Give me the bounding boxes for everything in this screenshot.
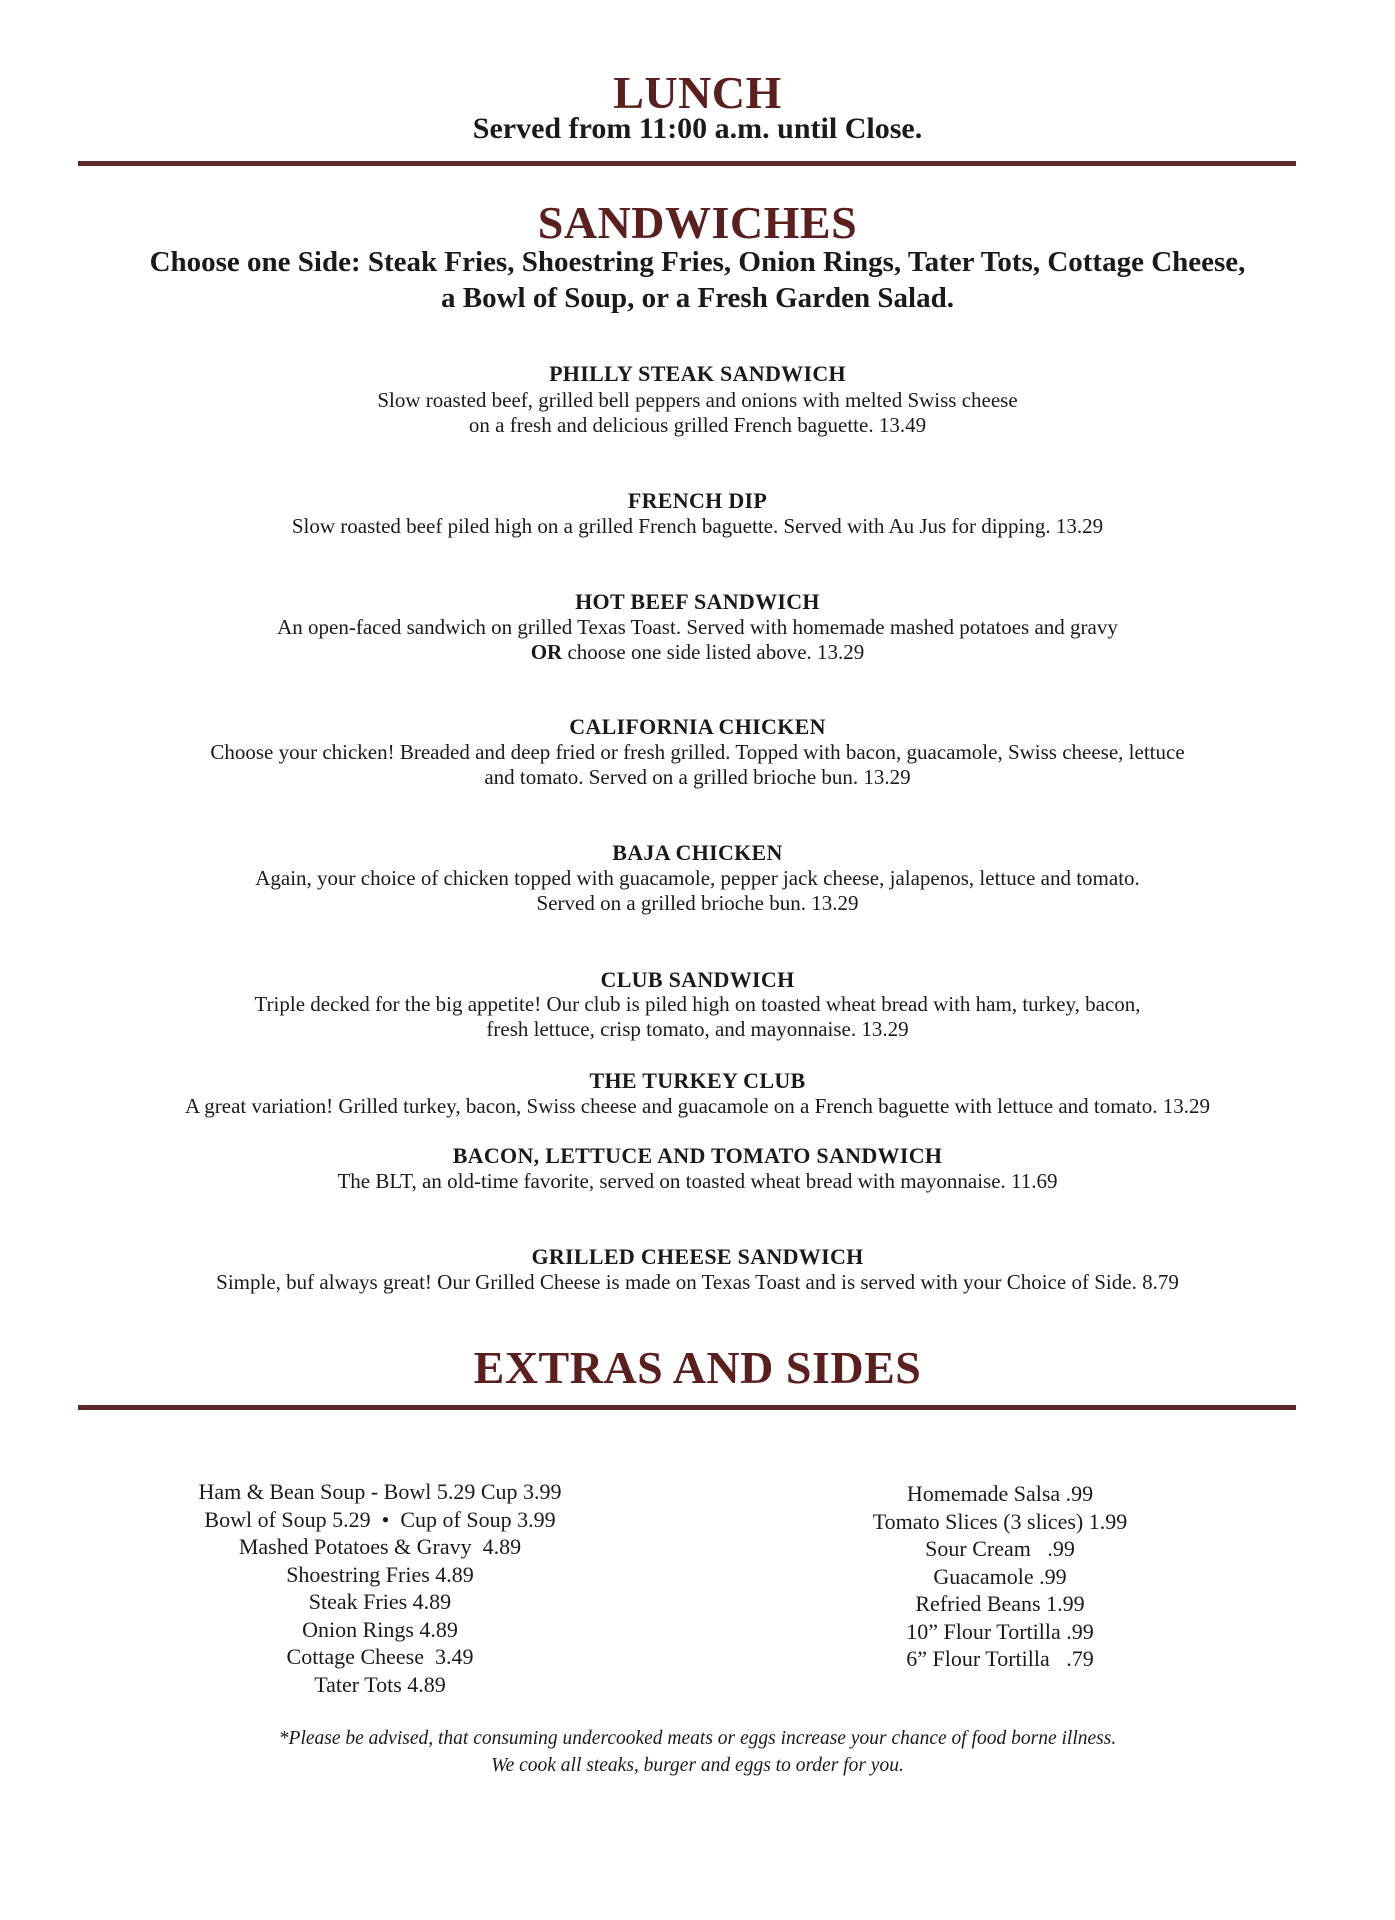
- side-choice-line2: a Bowl of Soup, or a Fresh Garden Salad.: [441, 282, 954, 314]
- menu-item-description: Served on a grilled brioche bun. 13.29: [536, 891, 859, 915]
- header-divider: [78, 161, 1296, 166]
- extras-left-column: [130, 1478, 630, 1698]
- menu-item-description: Choose your chicken! Breaded and deep fried or fresh grilled. Topped with bacon, guacamole, Swiss cheese, lettuce: [210, 740, 1185, 764]
- list-item: Bowl of Soup 5.29 • Cup of Soup 3.99: [204, 1506, 556, 1532]
- menu-item-description: Again, your choice of chicken topped with guacamole, pepper jack cheese, jalapenos, lettuce and tomato.: [255, 866, 1140, 890]
- list-item: Sour Cream .99: [925, 1536, 1075, 1561]
- list-item: 10” Flour Tortilla .99: [906, 1618, 1094, 1644]
- section-title-sandwiches: SANDWICHES: [537, 197, 858, 248]
- menu-item-name: CLUB SANDWICH: [600, 967, 795, 992]
- page-title: LUNCH: [613, 67, 782, 118]
- menu-item-name: PHILLY STEAK SANDWICH: [549, 361, 846, 386]
- list-item: Mashed Potatoes & Gravy 4.89: [238, 1534, 522, 1559]
- list-item: Tater Tots 4.89: [314, 1671, 446, 1697]
- menu-item-description: [0, 640, 1395, 665]
- menu-item-description: A great variation! Grilled turkey, bacon, Swiss cheese and guacamole on a French baguette with lettuce and tomato. 13.29: [185, 1094, 1210, 1118]
- list-item: Cottage Cheese 3.49: [286, 1644, 474, 1669]
- menu-item-description: Slow roasted beef, grilled bell peppers and onions with melted Swiss cheese: [377, 388, 1018, 412]
- list-item: Onion Rings 4.89: [302, 1616, 458, 1642]
- list-item: Ham & Bean Soup - Bowl 5.29 Cup 3.99: [198, 1479, 562, 1504]
- menu-item-description: The BLT, an old-time favorite, served on toasted wheat bread with mayonnaise. 11.69: [337, 1169, 1058, 1193]
- list-item: Refried Beans 1.99: [915, 1591, 1085, 1616]
- side-choice-line1: Choose one Side: Steak Fries, Shoestring Fries, Onion Rings, Tater Tots, Cottage Cheese,: [149, 246, 1246, 278]
- list-item: Homemade Salsa .99: [906, 1481, 1094, 1506]
- menu-item-description: Slow roasted beef piled high on a grilled French baguette. Served with Au Jus for dipping. 13.29: [291, 514, 1104, 538]
- menu-item-description: on a fresh and delicious grilled French baguette. 13.49: [468, 413, 927, 437]
- menu-item-description: fresh lettuce, crisp tomato, and mayonnaise. 13.29: [486, 1017, 909, 1041]
- section-title-extras: EXTRAS AND SIDES: [473, 1342, 922, 1393]
- list-item: Steak Fries 4.89: [308, 1589, 452, 1614]
- menu-item-description: Triple decked for the big appetite! Our club is piled high on toasted wheat bread with ham, turkey, bacon,: [254, 992, 1141, 1016]
- extras-right-column: [790, 1480, 1210, 1673]
- menu-item-description-rest: choose one side listed above. 13.29: [562, 640, 865, 664]
- list-item: Tomato Slices (3 slices) 1.99: [872, 1508, 1128, 1534]
- menu-item-description: and tomato. Served on a grilled brioche bun. 13.29: [484, 765, 911, 789]
- menu-item-name: THE TURKEY CLUB: [589, 1068, 806, 1093]
- list-item: Shoestring Fries 4.89: [286, 1561, 474, 1587]
- menu-item-name: BAJA CHICKEN: [612, 840, 783, 865]
- disclaimer-line1: *Please be advised, that consuming undercooked meats or eggs increase your chance of food borne illness.: [278, 1728, 1117, 1749]
- page-subtitle: Served from 11:00 a.m. until Close.: [472, 112, 923, 145]
- menu-item-description: Simple, buf always great! Our Grilled Cheese is made on Texas Toast and is served with your Choice of Side. 8.79: [216, 1270, 1179, 1294]
- menu-item-description: An open-faced sandwich on grilled Texas Toast. Served with homemade mashed potatoes and gravy: [277, 615, 1118, 639]
- extras-divider: [78, 1405, 1296, 1410]
- list-item: Guacamole .99: [933, 1563, 1067, 1589]
- menu-item-name: GRILLED CHEESE SANDWICH: [531, 1244, 864, 1269]
- menu-item-name: BACON, LETTUCE AND TOMATO SANDWICH: [452, 1143, 943, 1168]
- or-emphasis: OR: [530, 640, 563, 664]
- list-item: 6” Flour Tortilla .79: [906, 1646, 1094, 1671]
- menu-item-name: HOT BEEF SANDWICH: [575, 589, 820, 614]
- disclaimer-line2: We cook all steaks, burger and eggs to order for you.: [491, 1755, 904, 1776]
- menu-item-name: CALIFORNIA CHICKEN: [569, 714, 826, 739]
- menu-item-name: FRENCH DIP: [627, 488, 768, 513]
